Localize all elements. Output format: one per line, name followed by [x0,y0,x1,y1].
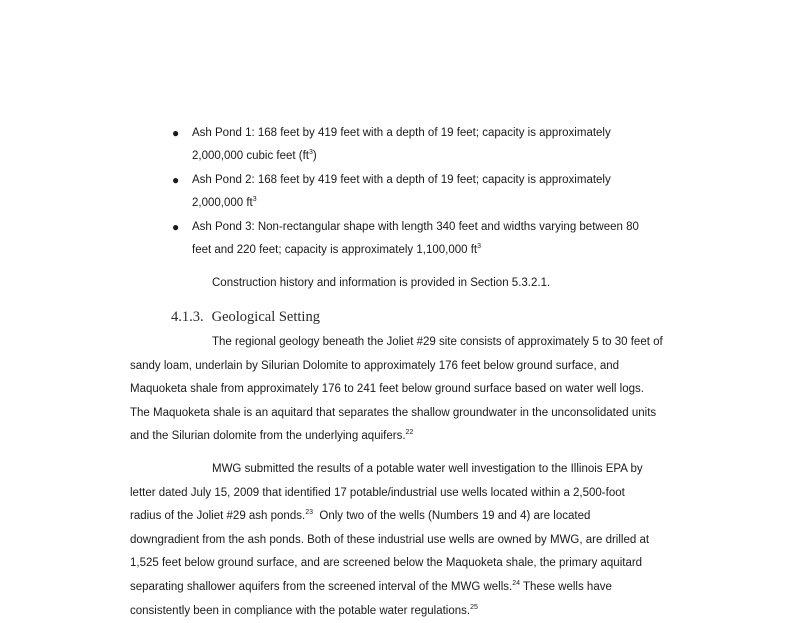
list-item-line: 2,000,000 cubic feet $(ft^3)$ [192,149,317,162]
list-item-ash-pond-2 [170,169,690,215]
paragraph-line: letter dated July 15, 2009 that identified 17 potable/industrial use wells located within a 2,500-foot [130,486,625,499]
list-item-line: 2,000,000 $ft^3$ [192,196,257,209]
list-item-line: Ash Pond 3: Non-rectangular shape with length 340 feet and widths varying between 80 [192,221,639,233]
superscript: 3 [477,243,482,251]
geology-paragraph [130,331,675,449]
paragraph-line: 1,525 feet below ground surface, and are screened below the Maquoketa shale, the primary aquitard [130,557,643,570]
paragraph-line: sandy loam, underlain by Silurian Dolomite to approximately 176 feet below ground surface, and [130,359,620,372]
paragraph-line: separating shallower aquifers from the screened interval of the MWG wells.$^{24}$ These wells have [130,580,612,593]
ash-pond-list [170,122,690,263]
well-investigation-paragraph [130,458,675,623]
superscript: 3 [309,149,313,157]
list-item-ash-pond-1 [170,122,690,168]
paragraph-line: downgradient from the ash ponds. Both of these industrial use wells are owned by MWG, are drilled at [130,533,650,546]
construction-note: Construction history and information is provided in Section 5.3.2.1. [212,277,551,289]
paragraph-line: MWG submitted the results of a potable water well investigation to the Illinois EPA by [212,463,643,475]
footnote-ref: 24 [512,580,521,588]
section-number: 4.1.3. [171,309,204,325]
footnote-ref: 25 [470,603,478,611]
paragraph-line: radius of the Joliet #29 ash ponds.$^{23}$ Only two of the wells (Numbers 19 and 4) are located [130,509,591,523]
paragraph-line: The regional geology beneath the Joliet #29 site consists of approximately 5 to 30 feet of [212,336,663,348]
list-item-ash-pond-3 [170,216,690,262]
footnote-ref: 22 [405,429,414,437]
paragraph-line: and the Silurian dolomite from the underlying aquifers.$^{22}$ [130,429,414,443]
list-item-line: Ash Pond 2: 168 feet by 419 feet with a depth of 19 feet; capacity is approximately [192,174,611,186]
list-item-line: Ash Pond 1: 168 feet by 419 feet with a depth of 19 feet; capacity is approximately [192,127,611,139]
bullet-icon: ● [172,126,180,140]
superscript: 3 [252,196,257,204]
paragraph-line: consistently been in compliance with the potable water regulations.$^{25}$ [130,603,478,617]
footnote-ref: 23 [305,509,313,517]
list-item-line: feet and 220 feet; capacity is approximately 1,100,000 $ft^3$ [192,243,482,256]
paragraph-line: The Maquoketa shale is an aquitard that separates the shallow groundwater in the unconsolidated units [130,406,657,419]
bullet-icon: ● [172,220,180,234]
section-title: Geological Setting [211,309,320,325]
section-heading [171,309,320,326]
paragraph-line: Maquoketa shale from approximately 176 to 241 feet below ground surface based on water well logs. [130,383,644,396]
bullet-icon: ● [172,173,180,187]
